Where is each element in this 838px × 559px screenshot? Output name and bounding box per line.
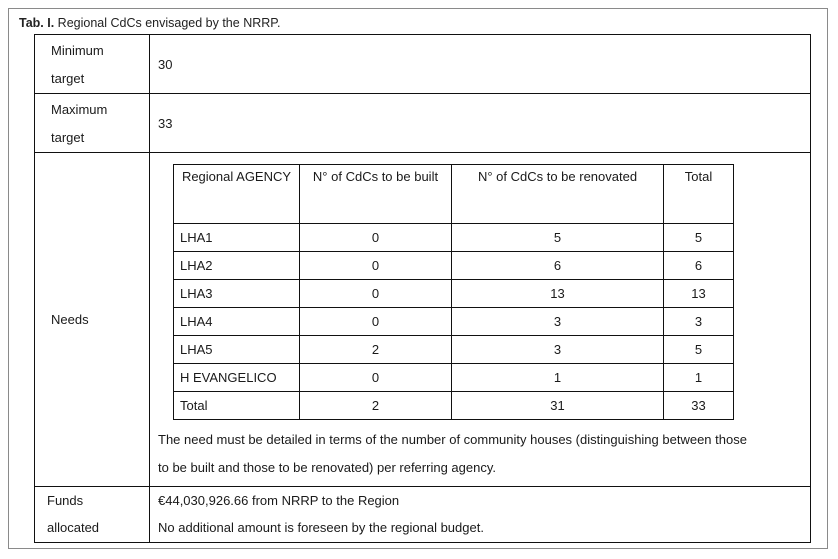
label-needs: Needs <box>51 312 89 327</box>
label-cell <box>35 35 150 94</box>
caption-prefix: Tab. I. <box>19 16 55 30</box>
row-needs <box>35 153 811 487</box>
total-cell: 3 <box>664 308 734 336</box>
total-cell: 6 <box>664 252 734 280</box>
value-cell <box>150 35 811 94</box>
label-maximum: Maximum <box>51 102 108 117</box>
total-cell: 33 <box>664 392 734 420</box>
table-row <box>174 336 734 364</box>
needs-note-line1: The need must be detailed in terms of the number of community houses (distinguishing between those <box>158 432 747 447</box>
table-caption <box>19 16 280 30</box>
label-cell <box>35 487 150 543</box>
built-cell: 0 <box>300 308 452 336</box>
built-cell: 0 <box>300 364 452 392</box>
value-cell <box>150 487 811 543</box>
value-cell <box>150 94 811 153</box>
label-cell <box>35 94 150 153</box>
renovated-cell: 5 <box>452 224 664 252</box>
total-cell: 13 <box>664 280 734 308</box>
renovated-cell: 3 <box>452 336 664 364</box>
caption-text: Regional CdCs envisaged by the NRRP. <box>54 16 281 30</box>
row-maximum-target <box>35 94 811 153</box>
header-total: Total <box>664 165 734 224</box>
agency-cell: LHA2 <box>174 252 300 280</box>
label-funds: Funds <box>47 493 84 508</box>
total-cell: 5 <box>664 224 734 252</box>
funds-amount: €44,030,926.66 from NRRP to the Region <box>158 493 400 508</box>
row-minimum-target <box>35 35 811 94</box>
needs-content-cell <box>150 153 811 487</box>
table-row <box>174 224 734 252</box>
maximum-target-value: 33 <box>158 115 173 131</box>
table-row <box>174 252 734 280</box>
header-regional-agency: Regional AGENCY <box>174 165 300 224</box>
needs-inner-table <box>173 164 734 420</box>
agency-cell: LHA5 <box>174 336 300 364</box>
label-target: target <box>51 71 85 86</box>
agency-cell: Total <box>174 392 300 420</box>
renovated-cell: 3 <box>452 308 664 336</box>
renovated-cell: 1 <box>452 364 664 392</box>
header-cdcs-built: N° of CdCs to be built <box>300 165 452 224</box>
table-row <box>174 308 734 336</box>
minimum-target-value: 30 <box>158 56 173 72</box>
label-minimum: Minimum <box>51 43 104 58</box>
built-cell: 0 <box>300 280 452 308</box>
label-target: target <box>51 130 85 145</box>
built-cell: 0 <box>300 224 452 252</box>
agency-cell: LHA3 <box>174 280 300 308</box>
table-row <box>174 280 734 308</box>
renovated-cell: 31 <box>452 392 664 420</box>
label-allocated: allocated <box>47 520 100 535</box>
inner-header-row <box>174 165 734 224</box>
funds-note: No additional amount is foreseen by the regional budget. <box>158 520 484 535</box>
total-cell: 1 <box>664 364 734 392</box>
total-row <box>174 392 734 420</box>
label-cell <box>35 153 150 487</box>
row-funds-allocated <box>35 487 811 543</box>
needs-note <box>150 420 810 486</box>
built-cell: 0 <box>300 252 452 280</box>
agency-cell: LHA4 <box>174 308 300 336</box>
needs-note-line2: to be built and those to be renovated) per referring agency. <box>158 460 496 475</box>
built-cell: 2 <box>300 336 452 364</box>
header-cdcs-renovated: N° of CdCs to be renovated <box>452 165 664 224</box>
agency-cell: LHA1 <box>174 224 300 252</box>
total-cell: 5 <box>664 336 734 364</box>
agency-cell: H EVANGELICO <box>174 364 300 392</box>
table-row <box>174 364 734 392</box>
outer-table <box>34 34 811 543</box>
built-cell: 2 <box>300 392 452 420</box>
renovated-cell: 6 <box>452 252 664 280</box>
renovated-cell: 13 <box>452 280 664 308</box>
